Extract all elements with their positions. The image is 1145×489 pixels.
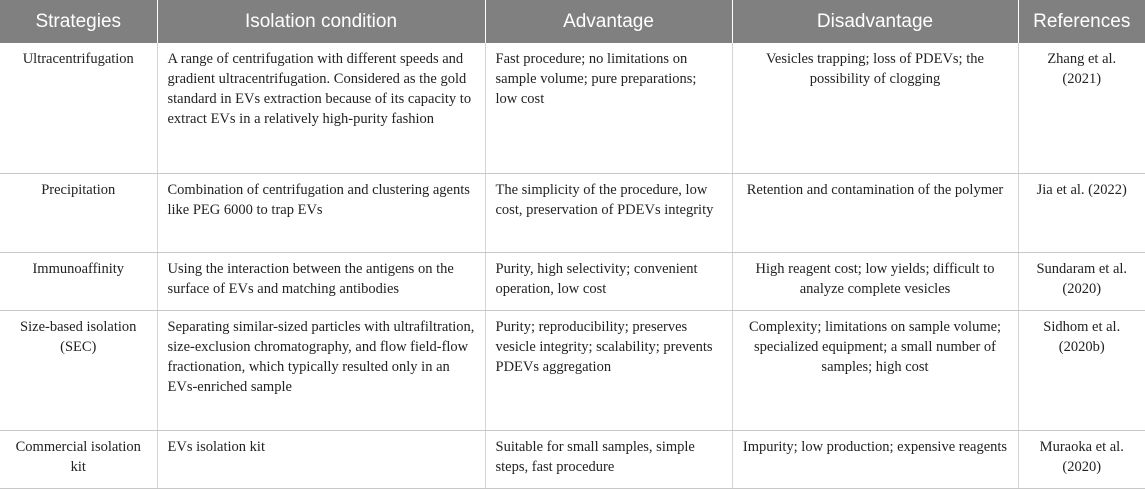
reference-cell: Sidhom et al. (2020b) — [1018, 310, 1145, 430]
advantage-cell: Fast procedure; no limitations on sample volume; pure preparations; low cost — [485, 43, 732, 173]
condition-cell: Combination of centrifugation and clustering agents like PEG 6000 to trap EVs — [157, 173, 485, 252]
header-advantage: Advantage — [485, 0, 732, 43]
reference-cell: Muraoka et al. (2020) — [1018, 430, 1145, 488]
condition-cell: A range of centrifugation with different speeds and gradient ultracentrifugation. Considered as the gold standard in EVs extraction because of its capacity to extract EVs in a relatively high-purity fashion — [157, 43, 485, 173]
disadvantage-cell: Vesicles trapping; loss of PDEVs; the possibility of clogging — [732, 43, 1018, 173]
disadvantage-cell: High reagent cost; low yields; difficult to analyze complete vesicles — [732, 252, 1018, 310]
header-row — [0, 0, 1145, 43]
header-strategies: Strategies — [0, 0, 157, 43]
advantage-cell: The simplicity of the procedure, low cost, preservation of PDEVs integrity — [485, 173, 732, 252]
advantage-cell: Purity, high selectivity; convenient operation, low cost — [485, 252, 732, 310]
reference-cell: Sundaram et al. (2020) — [1018, 252, 1145, 310]
condition-cell: Using the interaction between the antigens on the surface of EVs and matching antibodies — [157, 252, 485, 310]
table-row — [0, 43, 1145, 173]
strategy-cell: Immunoaffinity — [0, 252, 157, 310]
disadvantage-cell: Complexity; limitations on sample volume; specialized equipment; a small number of samples; high cost — [732, 310, 1018, 430]
strategy-cell: Ultracentrifugation — [0, 43, 157, 173]
strategy-cell: Precipitation — [0, 173, 157, 252]
strategy-cell: Size-based isolation (SEC) — [0, 310, 157, 430]
table-row — [0, 173, 1145, 252]
table-row — [0, 310, 1145, 430]
disadvantage-cell: Retention and contamination of the polymer — [732, 173, 1018, 252]
table-row — [0, 252, 1145, 310]
reference-cell: Zhang et al. (2021) — [1018, 43, 1145, 173]
disadvantage-cell: Impurity; low production; expensive reagents — [732, 430, 1018, 488]
strategy-cell: Commercial isolation kit — [0, 430, 157, 488]
header-isolation-condition: Isolation condition — [157, 0, 485, 43]
table-row — [0, 430, 1145, 488]
advantage-cell: Suitable for small samples, simple steps, fast procedure — [485, 430, 732, 488]
header-disadvantage: Disadvantage — [732, 0, 1018, 43]
condition-cell: Separating similar-sized particles with ultrafiltration, size-exclusion chromatography, and flow field-flow fractionation, which typically resulted only in an EVs-enriched sample — [157, 310, 485, 430]
advantage-cell: Purity; reproducibility; preserves vesicle integrity; scalability; prevents PDEVs aggregation — [485, 310, 732, 430]
reference-cell: Jia et al. (2022) — [1018, 173, 1145, 252]
condition-cell: EVs isolation kit — [157, 430, 485, 488]
header-references: References — [1018, 0, 1145, 43]
